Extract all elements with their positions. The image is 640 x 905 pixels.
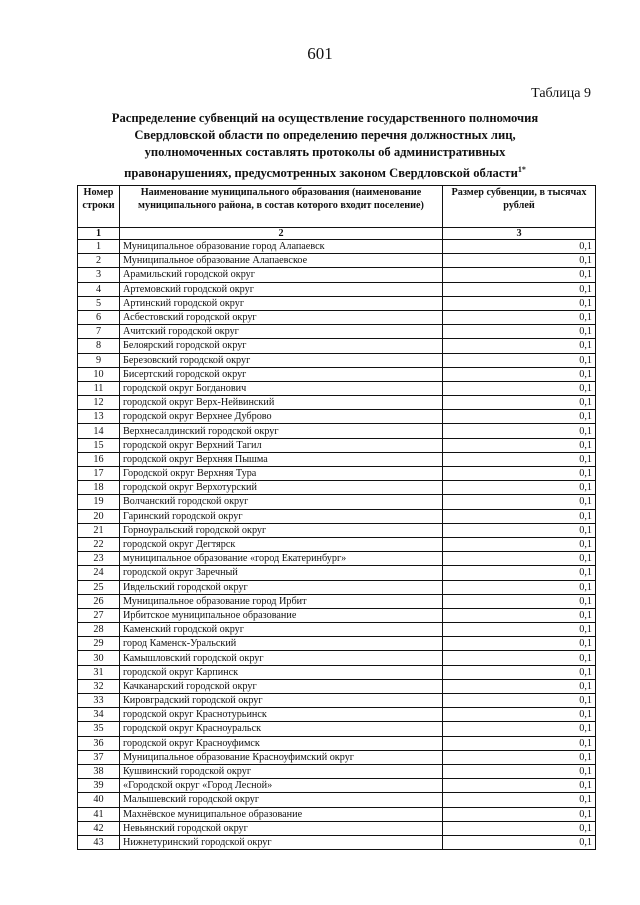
subvention-value-cell: 0,1 xyxy=(443,608,596,622)
header-municipality-name: Наименование муниципального образования (наименование муниципального района, в состав которого входит поселение) xyxy=(120,186,443,228)
document-title-text: Распределение субвенций на осуществление государственного полномочия Свердловской области по определению перечня должностных лиц, уполномоченных составлять протоколы об административных правонарушениях, предусмотренных законом Свердловской области xyxy=(111,111,539,181)
municipality-name-cell: «Городской округ «Город Лесной» xyxy=(120,779,443,793)
municipality-name-cell: Нижнетуринский городской округ xyxy=(120,835,443,849)
table-row xyxy=(78,594,596,608)
row-number-cell: 15 xyxy=(78,438,120,452)
row-number-cell: 19 xyxy=(78,495,120,509)
row-number-cell: 8 xyxy=(78,339,120,353)
subvention-value-cell: 0,1 xyxy=(443,424,596,438)
title-footnote-mark: 1* xyxy=(517,165,526,174)
subvention-value-cell: 0,1 xyxy=(443,353,596,367)
table-row xyxy=(78,566,596,580)
row-number-cell: 4 xyxy=(78,282,120,296)
municipality-name-cell: Арамильский городской округ xyxy=(120,268,443,282)
table-row xyxy=(78,268,596,282)
column-number: 2 xyxy=(120,228,443,240)
municipality-name-cell: городской округ Краснотурьинск xyxy=(120,708,443,722)
municipality-name-cell: Артемовский городской округ xyxy=(120,282,443,296)
row-number-cell: 40 xyxy=(78,793,120,807)
subvention-value-cell: 0,1 xyxy=(443,452,596,466)
row-number-cell: 12 xyxy=(78,396,120,410)
table-row xyxy=(78,353,596,367)
subvention-value-cell: 0,1 xyxy=(443,665,596,679)
row-number-cell: 7 xyxy=(78,325,120,339)
subvention-value-cell: 0,1 xyxy=(443,523,596,537)
municipality-name-cell: Гаринский городской округ xyxy=(120,509,443,523)
row-number-cell: 39 xyxy=(78,779,120,793)
row-number-cell: 41 xyxy=(78,807,120,821)
subvention-value-cell: 0,1 xyxy=(443,637,596,651)
municipality-name-cell: Муниципальное образование город Ирбит xyxy=(120,594,443,608)
row-number-cell: 20 xyxy=(78,509,120,523)
column-number: 3 xyxy=(443,228,596,240)
table-row xyxy=(78,835,596,849)
table-row xyxy=(78,481,596,495)
subvention-value-cell: 0,1 xyxy=(443,381,596,395)
subvention-value-cell: 0,1 xyxy=(443,367,596,381)
subvention-value-cell: 0,1 xyxy=(443,481,596,495)
table-row xyxy=(78,495,596,509)
row-number-cell: 38 xyxy=(78,764,120,778)
municipality-name-cell: Верхнесалдинский городской округ xyxy=(120,424,443,438)
table-row xyxy=(78,254,596,268)
subvention-value-cell: 0,1 xyxy=(443,779,596,793)
subvention-value-cell: 0,1 xyxy=(443,594,596,608)
municipality-name-cell: Кушвинский городской округ xyxy=(120,764,443,778)
row-number-cell: 11 xyxy=(78,381,120,395)
row-number-cell: 9 xyxy=(78,353,120,367)
row-number-cell: 30 xyxy=(78,651,120,665)
subvention-value-cell: 0,1 xyxy=(443,651,596,665)
row-number-cell: 26 xyxy=(78,594,120,608)
subvention-value-cell: 0,1 xyxy=(443,764,596,778)
subvention-value-cell: 0,1 xyxy=(443,296,596,310)
table-row xyxy=(78,282,596,296)
table-row xyxy=(78,467,596,481)
row-number-cell: 28 xyxy=(78,623,120,637)
table-row xyxy=(78,424,596,438)
table-row xyxy=(78,608,596,622)
header-row-number: Номер строки xyxy=(78,186,120,228)
row-number-cell: 43 xyxy=(78,835,120,849)
subvention-value-cell: 0,1 xyxy=(443,793,596,807)
row-number-cell: 16 xyxy=(78,452,120,466)
municipality-name-cell: городской округ Верх-Нейвинский xyxy=(120,396,443,410)
subvention-value-cell: 0,1 xyxy=(443,623,596,637)
municipality-name-cell: Ивдельский городской округ xyxy=(120,580,443,594)
row-number-cell: 10 xyxy=(78,367,120,381)
subvention-table xyxy=(77,185,596,850)
municipality-name-cell: город Каменск-Уральский xyxy=(120,637,443,651)
table-row xyxy=(78,381,596,395)
subvention-value-cell: 0,1 xyxy=(443,807,596,821)
document-title xyxy=(96,110,554,182)
municipality-name-cell: Малышевский городской округ xyxy=(120,793,443,807)
table-row xyxy=(78,367,596,381)
municipality-name-cell: городской округ Верхотурский xyxy=(120,481,443,495)
subvention-value-cell: 0,1 xyxy=(443,268,596,282)
subvention-value-cell: 0,1 xyxy=(443,438,596,452)
row-number-cell: 35 xyxy=(78,722,120,736)
row-number-cell: 23 xyxy=(78,552,120,566)
subvention-value-cell: 0,1 xyxy=(443,694,596,708)
table-label: Таблица 9 xyxy=(531,86,591,101)
municipality-name-cell: Асбестовский городской округ xyxy=(120,310,443,324)
row-number-cell: 5 xyxy=(78,296,120,310)
header-subvention-amount: Размер субвенции, в тысячах рублей xyxy=(443,186,596,228)
row-number-cell: 36 xyxy=(78,736,120,750)
row-number-cell: 42 xyxy=(78,821,120,835)
table-row xyxy=(78,637,596,651)
row-number-cell: 24 xyxy=(78,566,120,580)
row-number-cell: 31 xyxy=(78,665,120,679)
municipality-name-cell: Махнёвское муниципальное образование xyxy=(120,807,443,821)
table-row xyxy=(78,722,596,736)
table-row xyxy=(78,296,596,310)
municipality-name-cell: Муниципальное образование город Алапаевск xyxy=(120,240,443,254)
municipality-name-cell: Камышловский городской округ xyxy=(120,651,443,665)
table-row xyxy=(78,708,596,722)
table-row xyxy=(78,325,596,339)
municipality-name-cell: Горноуральский городской округ xyxy=(120,523,443,537)
subvention-value-cell: 0,1 xyxy=(443,467,596,481)
subvention-value-cell: 0,1 xyxy=(443,396,596,410)
subvention-value-cell: 0,1 xyxy=(443,566,596,580)
table-row xyxy=(78,509,596,523)
municipality-name-cell: Волчанский городской округ xyxy=(120,495,443,509)
municipality-name-cell: Кировградский городской округ xyxy=(120,694,443,708)
table-row xyxy=(78,665,596,679)
municipality-name-cell: городской округ Верхний Тагил xyxy=(120,438,443,452)
municipality-name-cell: Качканарский городской округ xyxy=(120,679,443,693)
municipality-name-cell: городской округ Красноуральск xyxy=(120,722,443,736)
municipality-name-cell: Муниципальное образование Алапаевское xyxy=(120,254,443,268)
row-number-cell: 17 xyxy=(78,467,120,481)
row-number-cell: 32 xyxy=(78,679,120,693)
subvention-value-cell: 0,1 xyxy=(443,708,596,722)
table-row xyxy=(78,793,596,807)
table-row xyxy=(78,623,596,637)
table-row xyxy=(78,523,596,537)
municipality-name-cell: Ирбитское муниципальное образование xyxy=(120,608,443,622)
subvention-value-cell: 0,1 xyxy=(443,750,596,764)
municipality-name-cell: городской округ Богданович xyxy=(120,381,443,395)
column-number: 1 xyxy=(78,228,120,240)
subvention-value-cell: 0,1 xyxy=(443,722,596,736)
municipality-name-cell: Бисертский городской округ xyxy=(120,367,443,381)
table-row xyxy=(78,552,596,566)
table-row xyxy=(78,310,596,324)
subvention-value-cell: 0,1 xyxy=(443,240,596,254)
table-row xyxy=(78,240,596,254)
municipality-name-cell: Каменский городской округ xyxy=(120,623,443,637)
row-number-cell: 25 xyxy=(78,580,120,594)
municipality-name-cell: городской округ Верхняя Пышма xyxy=(120,452,443,466)
subvention-value-cell: 0,1 xyxy=(443,325,596,339)
row-number-cell: 13 xyxy=(78,410,120,424)
column-numbers-row xyxy=(78,228,596,240)
row-number-cell: 29 xyxy=(78,637,120,651)
municipality-name-cell: Муниципальное образование Красноуфимский округ xyxy=(120,750,443,764)
municipality-name-cell: городской округ Красноуфимск xyxy=(120,736,443,750)
row-number-cell: 22 xyxy=(78,537,120,551)
table-row xyxy=(78,537,596,551)
subvention-value-cell: 0,1 xyxy=(443,537,596,551)
municipality-name-cell: муниципальное образование «город Екатеринбург» xyxy=(120,552,443,566)
row-number-cell: 27 xyxy=(78,608,120,622)
table-row xyxy=(78,438,596,452)
subvention-value-cell: 0,1 xyxy=(443,736,596,750)
municipality-name-cell: городской округ Дегтярск xyxy=(120,537,443,551)
row-number-cell: 1 xyxy=(78,240,120,254)
table-row xyxy=(78,694,596,708)
subvention-value-cell: 0,1 xyxy=(443,679,596,693)
row-number-cell: 21 xyxy=(78,523,120,537)
subvention-value-cell: 0,1 xyxy=(443,821,596,835)
subvention-value-cell: 0,1 xyxy=(443,282,596,296)
subvention-value-cell: 0,1 xyxy=(443,310,596,324)
municipality-name-cell: городской округ Заречный xyxy=(120,566,443,580)
municipality-name-cell: Невьянский городской округ xyxy=(120,821,443,835)
table-row xyxy=(78,410,596,424)
table-row xyxy=(78,779,596,793)
municipality-name-cell: Ачитский городской округ xyxy=(120,325,443,339)
row-number-cell: 37 xyxy=(78,750,120,764)
table-row xyxy=(78,736,596,750)
subvention-value-cell: 0,1 xyxy=(443,552,596,566)
table-row xyxy=(78,396,596,410)
table-row xyxy=(78,807,596,821)
municipality-name-cell: Артинский городской округ xyxy=(120,296,443,310)
subvention-value-cell: 0,1 xyxy=(443,495,596,509)
row-number-cell: 18 xyxy=(78,481,120,495)
table-row xyxy=(78,452,596,466)
subvention-value-cell: 0,1 xyxy=(443,509,596,523)
subvention-value-cell: 0,1 xyxy=(443,835,596,849)
row-number-cell: 2 xyxy=(78,254,120,268)
table-row xyxy=(78,764,596,778)
row-number-cell: 34 xyxy=(78,708,120,722)
page-number: 601 xyxy=(307,44,333,63)
row-number-cell: 3 xyxy=(78,268,120,282)
municipality-name-cell: Березовский городской округ xyxy=(120,353,443,367)
row-number-cell: 6 xyxy=(78,310,120,324)
table-row xyxy=(78,651,596,665)
table-row xyxy=(78,821,596,835)
municipality-name-cell: Белоярский городской округ xyxy=(120,339,443,353)
subvention-value-cell: 0,1 xyxy=(443,254,596,268)
table-row xyxy=(78,339,596,353)
municipality-name-cell: городской округ Карпинск xyxy=(120,665,443,679)
subvention-value-cell: 0,1 xyxy=(443,339,596,353)
municipality-name-cell: городской округ Верхнее Дуброво xyxy=(120,410,443,424)
table-header-row xyxy=(78,186,596,228)
row-number-cell: 33 xyxy=(78,694,120,708)
table-row xyxy=(78,679,596,693)
subvention-value-cell: 0,1 xyxy=(443,410,596,424)
table-row xyxy=(78,580,596,594)
row-number-cell: 14 xyxy=(78,424,120,438)
municipality-name-cell: Городской округ Верхняя Тура xyxy=(120,467,443,481)
table-row xyxy=(78,750,596,764)
subvention-value-cell: 0,1 xyxy=(443,580,596,594)
